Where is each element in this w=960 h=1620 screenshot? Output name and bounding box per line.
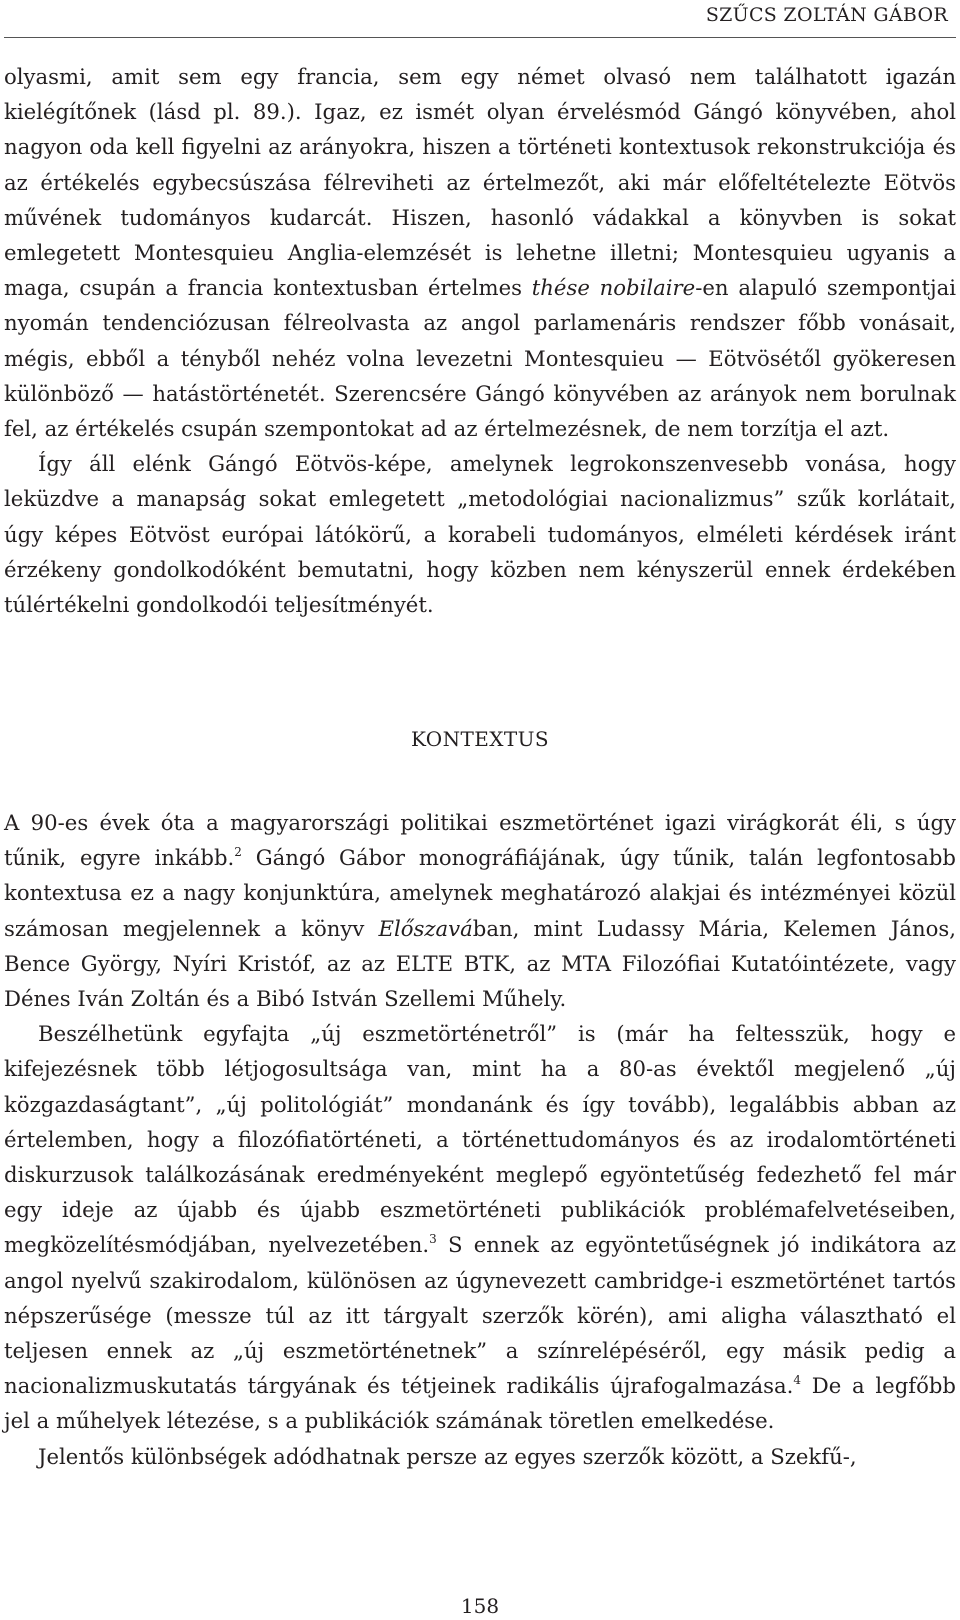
paragraph-text: A 90-es évek óta a magyarországi politikai eszmetörténet igazi virágkorát éli, s úgy tűnik, egyre inkább. <box>4 810 956 871</box>
body-text-top <box>4 59 956 622</box>
paragraph <box>4 1016 956 1438</box>
paragraph <box>4 1439 956 1474</box>
paragraph-text: Így áll elénk Gángó Eötvös-képe, amelynek legrokonszenvesebb vonása, hogy leküzdve a manapság sokat emlegetett „metodológiai nacionalizmus” szűk korlátait, úgy képes Eötvöst európai látókörű, a korabeli tudományos, elméleti kérdések iránt érzékeny gondolkodóként bemutatni, hogy közben nem kényszerül ennek érdekében túlértékelni gondolkodói teljesítményét. <box>4 451 956 618</box>
italic-term: Előszavá <box>378 915 473 941</box>
paragraph-text: Beszélhetünk egyfajta „új eszmetörténetről” is (már ha feltesszük, hogy e kifejezésnek több létjogosultsága van, mint ha a 80-as évektől megjelenő „új közgazdaságtant”, „új politológiát” mondanánk és így tovább), legalábbis abban az értelemben, hogy a filozófiatörténeti, a történettudományos és az irodalomtörténeti diskurzusok találkozásának eredményeként meglepő egyöntetűség fedezhető fel már egy ideje az újabb és újabb eszmetörténeti publikációk problémafelvetéseiben, megközelítésmódjában, nyelvezetében. <box>4 1021 956 1258</box>
italic-term: thése nobilaire <box>531 275 696 301</box>
paragraph <box>4 446 956 622</box>
paragraph-text: ban, mint Ludassy Mária, Kelemen János, Bence György, Nyíri Kristóf, az az ELTE BTK, az MTA Filozófiai Kutatóintézete, vagy Dénes Iván Zoltán és a Bibó István Szellemi Műhely. <box>4 915 957 1012</box>
paragraph-text: Gángó Gábor monográfiájának, úgy tűnik, talán legfontosabb kontextusa ez a nagy konjunktúra, amelynek meghatározó alakjai és intézményei közül számosan megjelennek a könyv <box>4 845 956 941</box>
page-number: 158 <box>460 1594 500 1618</box>
header-rule <box>4 37 956 38</box>
paragraph-text: S ennek az egyöntetűségnek jó indikátora az angol nyelvű szakirodalom, különösen az úgynevezett cambridge-i eszmetörténet tartós népszerűsége (messze túl az itt tárgyalt szerzők körén), ami aligha választható el teljesen ennek az „új eszmetörténetnek” a színrelépéséről, egy másik pedig a nacionalizmuskutatás tárgyának és tétjeinek radikális újrafogalmazása. <box>4 1232 956 1399</box>
paragraph <box>4 59 956 446</box>
body-text-section <box>4 805 956 1474</box>
running-head: SZŰCS ZOLTÁN GÁBOR <box>705 4 948 26</box>
paragraph-text: De a legfőbb jel a műhelyek létezése, s a publikációk számának töretlen emelkedése. <box>4 1373 956 1434</box>
section-heading: KONTEXTUS <box>411 727 549 751</box>
footnote-marker[interactable]: 2 <box>234 845 242 860</box>
paragraph-text: olyasmi, amit sem egy francia, sem egy német olvasó nem találhatott igazán kielégítőnek (lásd pl. 89.). Igaz, ez ismét olyan érvelésmód Gángó könyvében, ahol nagyon oda kell figyelni az arányokra, hiszen a történeti kontextusok rekonstrukciója és az értékelés egybecsúszása félreviheti az értelmezőt, aki már előfeltételezte Eötvös művének tudományos kudarcát. Hiszen, hasonló vádakkal a könyvben is sokat emlegetett Montesquieu Anglia-elemzését is lehetne illetni; Montesquieu ugyanis a maga, csupán a francia kontextusban értelmes <box>4 64 956 301</box>
paragraph <box>4 805 956 1016</box>
footnote-marker[interactable]: 3 <box>429 1232 437 1247</box>
paragraph-text: -en alapuló szempontjai nyomán tendenciózusan félreolvasta az angol parlamenáris rendszer főbb vonásait, mégis, ebből a tényből nehéz volna levezetni Montesquieu — Eötvösétől gyökeresen különböző — hatástörténetét. Szerencsére Gángó könyvében az arányok nem borulnak fel, az értékelés csupán szempontokat ad az értelmezésnek, de nem torzítja el azt. <box>4 275 956 442</box>
paragraph-text: Jelentős különbségek adódhatnak persze az egyes szerzők között, a Szekfű-, <box>38 1443 857 1469</box>
footnote-marker[interactable]: 4 <box>793 1373 802 1388</box>
